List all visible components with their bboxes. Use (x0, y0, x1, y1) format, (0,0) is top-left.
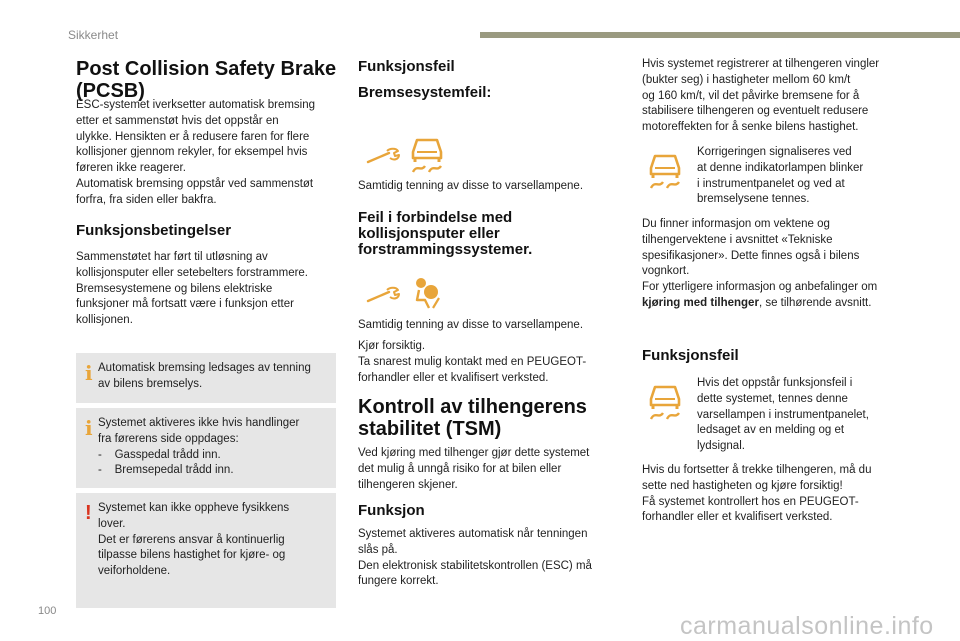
tsm-heading (358, 396, 587, 440)
heading-line: Feil i forbindelse med (358, 209, 513, 226)
text-line: Systemet aktiveres automatisk når tenningen (358, 528, 588, 540)
text-line: kollisjonen. (76, 314, 133, 327)
text-line: Korrigeringen signaliseres ved (697, 146, 852, 158)
text-line: kollisjonsputer eller setebelters forstrammere. (76, 266, 309, 279)
text-line: Ved kjøring med tilhenger gjør dette systemet (358, 447, 590, 459)
towing-link-text: kjøring med tilhenger (642, 296, 759, 309)
tsm-malfunction-heading: Funksjonsfeil (642, 347, 739, 364)
text-line: forhandler eller et kvalifisert verksted. (358, 371, 549, 384)
text-line: lover. (98, 517, 126, 530)
text-line: Automatisk bremsing oppstår ved sammenstøt (76, 177, 314, 190)
text-line: forhandler eller et kvalifisert verksted. (642, 511, 833, 524)
airbag-fault-text: Samtidig tenning av disse to varsellampene. (358, 319, 584, 331)
esc-skid-icon (647, 383, 683, 421)
title-line: (PCSB) (76, 80, 145, 102)
text-line: bremselysene tennes. (697, 193, 810, 206)
text-line: fungere korrekt. (358, 575, 439, 588)
airbag-fault-heading (358, 210, 532, 258)
text-line: at denne indikatorlampen blinker (697, 161, 864, 174)
text-line: spesifikasjoner». Dette finnes også i bilens (642, 249, 860, 262)
text-line: forfra, fra siden eller bakfra. (76, 193, 217, 206)
text-line: Systemet aktiveres ikke hvis handlinger (98, 417, 300, 429)
wrench-icon (365, 286, 403, 306)
info-note-activation (76, 408, 336, 488)
text-line: funksjoner må fortsatt være i funksjon etter (76, 298, 294, 311)
airbag-icon (409, 276, 445, 310)
heading-line: Kontroll av tilhengerens (358, 396, 587, 418)
text-line: Ta snarest mulig kontakt med en PEUGEOT- (358, 355, 587, 368)
text-line: ledsaget av en melding og et (697, 424, 845, 437)
text-line: føreren ikke reagerer. (76, 162, 186, 175)
brake-fault-heading: Bremsesystemfeil: (358, 84, 492, 101)
header-bar (480, 32, 960, 38)
text-line: lydsignal. (697, 440, 745, 453)
page-title (76, 58, 336, 102)
text-line: av bilens bremselys. (98, 377, 203, 390)
conditions-text (76, 250, 308, 329)
text-line: varsellampen i instrumentpanelet, (697, 408, 869, 421)
text-line: tilpasse bilens hastighet for kjøre- og (98, 549, 286, 562)
text-line: Det er førerens ansvar å kontinuerlig (98, 533, 285, 546)
text-line: (bukter seg) i hastigheter mellom 60 km/t (642, 73, 851, 86)
esc-skid-icon (647, 152, 683, 190)
wrench-icon (365, 147, 403, 167)
note-text (98, 501, 289, 580)
malfunction-icon-text (697, 376, 869, 455)
heading-line: kollisjonsputer eller (358, 225, 500, 242)
text-line (642, 296, 877, 312)
text-line: motoreffekten for å senke bilens hastighet. (642, 121, 859, 134)
text-line: slås på. (358, 543, 398, 556)
text-line: Få systemet kontrollert hos en PEUGEOT- (642, 495, 859, 508)
text-line: Bremsesystemene og bilens elektriske (76, 282, 273, 295)
text-line: veiforholdene. (98, 565, 171, 578)
indicator-text (697, 145, 863, 208)
brake-fault-text: Samtidig tenning av disse to varsellampene. (358, 180, 584, 192)
text-line: For ytterligere informasjon og anbefalinger om (642, 281, 878, 294)
malfunction-heading: Funksjonsfeil (358, 58, 455, 75)
text-line: Hvis det oppstår funksjonsfeil i (697, 377, 853, 389)
info-icon: i (85, 361, 93, 385)
malfunction-action-text (642, 463, 871, 526)
heading-line: stabilitet (TSM) (358, 418, 502, 440)
text-line: Hvis systemet registrerer at tilhengeren vingler (642, 58, 880, 70)
info-icon: i (85, 416, 93, 440)
text-line: Den elektronisk stabilitetskontrollen (ESC) må (358, 559, 592, 572)
text-line: sette ned hastigheten og kjøre forsiktig! (642, 479, 843, 492)
weights-info (642, 217, 877, 312)
text-line: fra førerens side oppdages: (98, 432, 239, 445)
text-line: vognkort. (642, 265, 690, 278)
text-line: det mulig å unngå risiko for at bilen eller (358, 462, 562, 475)
text-line: Kjør forsiktig. (358, 340, 426, 352)
text-line: Automatisk bremsing ledsages av tenning (98, 362, 311, 374)
note-text (98, 361, 311, 393)
text-line: tilhengeren skjener. (358, 478, 458, 491)
warning-note-physics (76, 493, 336, 608)
function-text (358, 527, 592, 590)
warning-icon: ! (85, 502, 92, 524)
text-line: etter et sammenstøt hvis det oppstår en (76, 114, 279, 127)
text-line: Du finner informasjon om vektene og (642, 218, 830, 230)
text-line: ulykke. Hensikten er å redusere faren for flere (76, 130, 310, 143)
pcsb-intro (76, 98, 315, 209)
conditions-heading: Funksjonsbetingelser (76, 222, 232, 239)
watermark: carmanualsonline.info (680, 612, 934, 640)
section-label: Sikkerhet (68, 28, 119, 42)
text-line: kollisjoner gjennom rekyler, for eksempel hvis (76, 146, 308, 159)
text-line: Systemet kan ikke oppheve fysikkens (98, 502, 290, 514)
text-line: - Bremsepedal trådd inn. (98, 464, 234, 477)
page-number: 100 (38, 605, 57, 617)
text-line: tilhengervektene i avsnittet «Tekniske (642, 233, 833, 246)
tsm-intro (358, 446, 589, 493)
text-line: stabilisere tilhengeren og eventuelt redusere (642, 105, 869, 118)
text-line: Hvis du fortsetter å trekke tilhengeren, må du (642, 464, 872, 476)
text-line: - Gasspedal trådd inn. (98, 448, 221, 461)
text-line: ESC-systemet iverksetter automatisk bremsing (76, 99, 316, 111)
text-line: Sammenstøtet har ført til utløsning av (76, 251, 268, 263)
text-fragment: , se tilhørende avsnitt. (758, 296, 872, 309)
tsm-description (642, 57, 879, 136)
function-heading: Funksjon (358, 502, 425, 519)
text-line: i instrumentpanelet og ved at (697, 177, 845, 190)
info-note-brakelights (76, 353, 336, 403)
text-line: dette systemet, tennes denne (697, 392, 848, 405)
heading-line: forstrammingssystemer. (358, 241, 533, 258)
title-line: Post Collision Safety Brake (76, 58, 337, 80)
note-text (98, 416, 299, 479)
esc-skid-icon (409, 136, 445, 174)
text-line: og 160 km/t, vil det påvirke bremsene for å (642, 89, 860, 102)
airbag-action-text (358, 339, 586, 386)
